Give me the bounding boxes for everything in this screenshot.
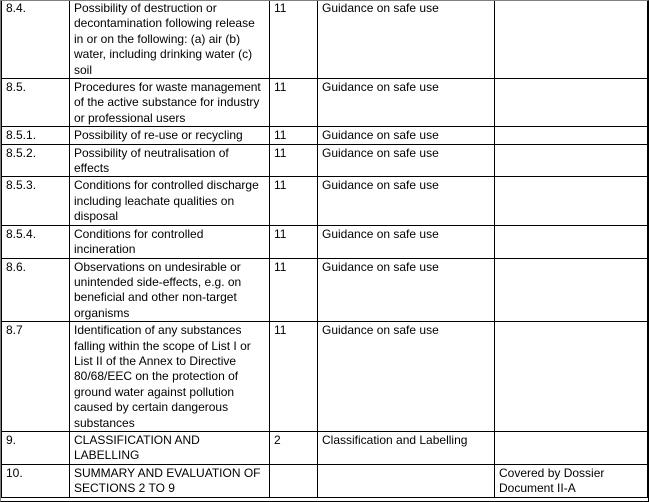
requirement-description: Conditions for controlled discharge including leachate qualities on disposal [70,177,270,225]
section-number: 8.5.3. [2,177,70,225]
section-number: 8.5.2. [2,144,70,177]
requirement-description: Possibility of destruction or decontamination following release in or on the following: (a) air (b) water, including drinking water (c) soil [70,0,270,79]
document-section: Guidance on safe use [318,322,495,432]
remark: Covered by Dossier Document II-A [495,464,648,497]
document-section: Guidance on safe use [318,79,495,127]
table-row [2,464,648,497]
section-number: 8.6. [2,258,70,322]
section-number: 8.4. [2,0,70,79]
remark [495,79,648,127]
remark [495,258,648,322]
document-section: Guidance on safe use [318,225,495,258]
reference-number [270,464,318,497]
table-row [2,225,648,258]
section-number: 8.5. [2,79,70,127]
table-row [2,144,648,177]
document-section: Guidance on safe use [318,177,495,225]
remark [495,144,648,177]
requirement-description: Conditions for controlled incineration [70,225,270,258]
section-number: 8.7 [2,322,70,432]
table-row [2,322,648,432]
requirement-description: Observations on undesirable or unintended side-effects, e.g. on beneficial and other non-target organisms [70,258,270,322]
table-body [2,0,648,497]
requirement-description: SUMMARY AND EVALUATION OF SECTIONS 2 TO 9 [70,464,270,497]
remark [495,431,648,464]
document-section: Guidance on safe use [318,258,495,322]
section-number: 8.5.4. [2,225,70,258]
table-row [2,127,648,144]
table-row [2,431,648,464]
reference-number: 11 [270,79,318,127]
table-row [2,79,648,127]
reference-number: 11 [270,127,318,144]
reference-number: 11 [270,258,318,322]
section-number: 8.5.1. [2,127,70,144]
table-row [2,177,648,225]
remark [495,225,648,258]
requirement-description: Possibility of re-use or recycling [70,127,270,144]
reference-number: 11 [270,225,318,258]
document-section: Guidance on safe use [318,127,495,144]
requirement-description: Identification of any substances falling within the scope of List I or List II of the Annex to Directive 80/68/EEC on the protection of ground water against pollution caused by certain dangerous substances [70,322,270,432]
reference-number: 2 [270,431,318,464]
table-row [2,0,648,79]
table-row [2,258,648,322]
remark [495,127,648,144]
reference-number: 11 [270,0,318,79]
requirements-table [1,0,648,498]
remark [495,0,648,79]
remark [495,177,648,225]
section-number: 10. [2,464,70,497]
document-section: Guidance on safe use [318,144,495,177]
requirement-description: Possibility of neutralisation of effects [70,144,270,177]
document-section: Classification and Labelling [318,431,495,464]
requirement-description: Procedures for waste management of the active substance for industry or professional users [70,79,270,127]
reference-number: 11 [270,144,318,177]
section-number: 9. [2,431,70,464]
reference-number: 11 [270,177,318,225]
remark [495,322,648,432]
document-section: Guidance on safe use [318,0,495,79]
requirement-description: CLASSIFICATION AND LABELLING [70,431,270,464]
document-section [318,464,495,497]
reference-number: 11 [270,322,318,432]
